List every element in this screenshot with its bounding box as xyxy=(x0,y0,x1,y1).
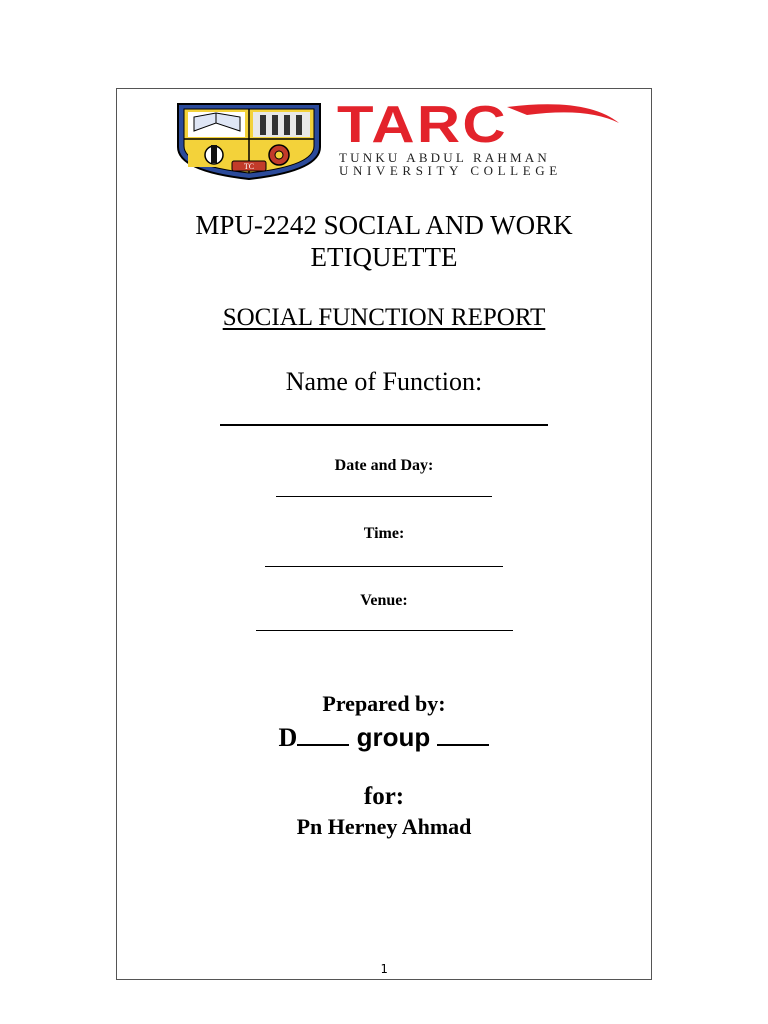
prepared-by-label: Prepared by: xyxy=(322,691,446,716)
date-and-day-label: Date and Day: xyxy=(334,457,434,474)
time-blank-line xyxy=(265,566,503,567)
course-title-line1: MPU-2242 SOCIAL AND WORK xyxy=(195,210,573,240)
function-name-blank-line xyxy=(220,424,548,426)
page-number: 1 xyxy=(380,962,388,976)
d-prefix: D xyxy=(278,723,298,752)
group-number-blank xyxy=(437,720,489,746)
group-word: group xyxy=(356,722,431,752)
university-crest-logo xyxy=(174,101,324,181)
course-title xyxy=(116,209,652,273)
logo-subtitle-line1: TUNKU ABDUL RAHMAN xyxy=(339,150,550,165)
course-title-line2: ETIQUETTE xyxy=(310,242,458,272)
date-and-day-blank-line xyxy=(276,496,492,497)
function-name-label: Name of Function: xyxy=(285,367,483,396)
time-label: Time: xyxy=(363,525,405,542)
logo-header xyxy=(174,96,624,181)
report-title-text: SOCIAL FUNCTION REPORT xyxy=(222,304,546,331)
report-title xyxy=(116,302,652,334)
for-label: for: xyxy=(363,783,405,810)
venue-label: Venue: xyxy=(360,592,408,609)
tarc-logo-text: TARC xyxy=(337,96,508,154)
crest-ribbon-text: TC xyxy=(243,162,255,171)
lecturer-name: Pn Herney Ahmad xyxy=(296,814,472,839)
logo-subtitle-line2: UNIVERSITY COLLEGE xyxy=(339,163,562,178)
group-line xyxy=(116,720,652,754)
tarc-wordmark xyxy=(337,96,627,181)
d-number-blank xyxy=(297,720,349,746)
venue-blank-line xyxy=(256,630,513,631)
